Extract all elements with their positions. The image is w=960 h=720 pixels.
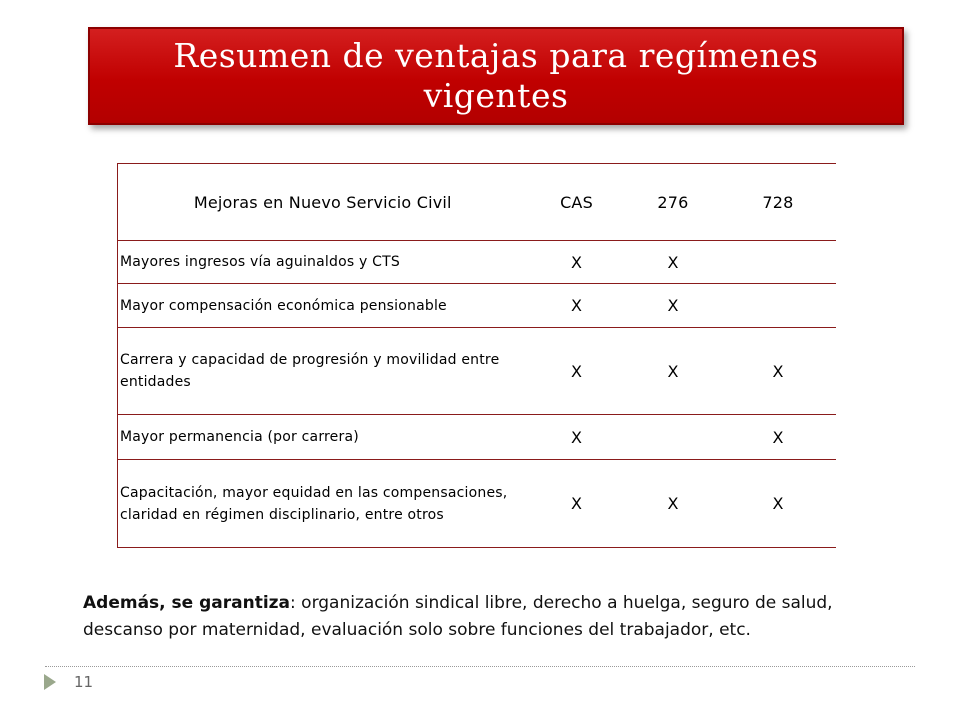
table-header-row	[118, 164, 836, 241]
r728-mark: X	[721, 328, 836, 415]
r728-mark: X	[721, 460, 836, 548]
footer-note	[83, 590, 883, 644]
cas-mark: X	[528, 284, 626, 328]
r276-mark: X	[626, 284, 721, 328]
benefit-cell: Mayor permanencia (por carrera)	[118, 415, 528, 460]
play-arrow-icon	[44, 674, 56, 690]
cas-mark: X	[528, 415, 626, 460]
benefit-cell: Carrera y capacidad de progresión y movilidad entre entidades	[118, 328, 528, 415]
table-row	[118, 415, 836, 460]
cas-mark: X	[528, 460, 626, 548]
title-banner	[88, 27, 904, 125]
cas-mark: X	[528, 241, 626, 284]
table-row	[118, 241, 836, 284]
cas-mark: X	[528, 328, 626, 415]
header-728: 728	[721, 164, 836, 241]
footer-divider	[45, 666, 915, 667]
footer-lead: Además, se garantiza	[83, 593, 291, 613]
header-276: 276	[626, 164, 721, 241]
r728-mark	[721, 241, 836, 284]
header-cas: CAS	[528, 164, 626, 241]
r728-mark: X	[721, 415, 836, 460]
benefit-cell: Mayor compensación económica pensionable	[118, 284, 528, 328]
benefit-cell: Capacitación, mayor equidad en las compensaciones, claridad en régimen disciplinario, entre otros	[118, 460, 528, 548]
table-row	[118, 284, 836, 328]
table-row	[118, 328, 836, 415]
page-number: 11	[74, 673, 94, 691]
r276-mark	[626, 415, 721, 460]
r728-mark	[721, 284, 836, 328]
r276-mark: X	[626, 460, 721, 548]
footer-text: : organización sindical libre, derecho a huelga, seguro de salud, descanso por maternidad, evaluación solo sobre funciones del trabajador, etc.	[83, 593, 833, 640]
r276-mark: X	[626, 241, 721, 284]
slide-title: Resumen de ventajas para regímenes vigentes	[173, 36, 819, 115]
header-benefit: Mejoras en Nuevo Servicio Civil	[118, 164, 528, 241]
r276-mark: X	[626, 328, 721, 415]
advantages-table	[117, 163, 836, 548]
benefit-cell: Mayores ingresos vía aguinaldos y CTS	[118, 241, 528, 284]
table-row	[118, 460, 836, 548]
